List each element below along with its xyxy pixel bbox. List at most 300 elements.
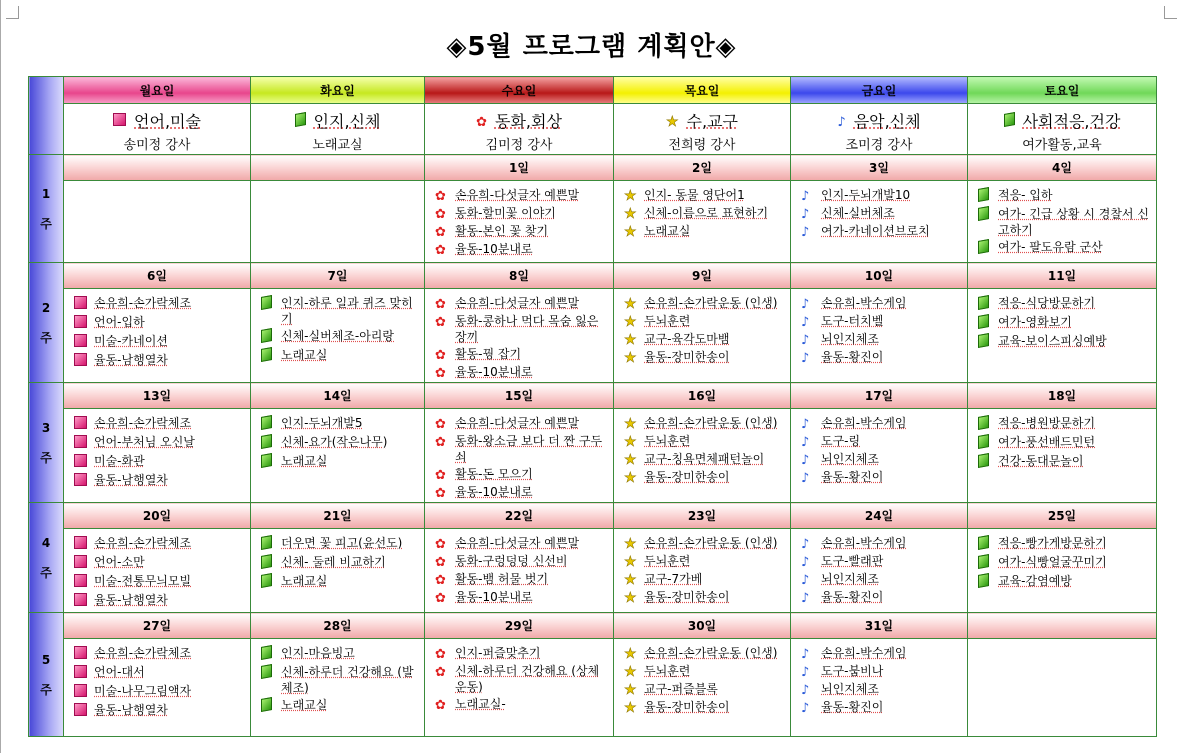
activity-text: 손유희-박수게임 [821,646,907,660]
week-number: 2 [41,300,51,315]
week-number: 3 [41,420,51,435]
activity-text: 동화-왕소금 보다 더 짠 구두쇠 [455,434,603,464]
activity-text: 손유희-손가락운동 (인생) [644,416,778,430]
pink-square-icon [74,296,88,313]
pink-square-icon [74,665,88,682]
green-square-icon [978,555,992,572]
activity-text: 도구-빨래판 [821,554,884,568]
activity-item [435,241,613,258]
activity-item [435,433,613,465]
music-note-icon: ♪ [801,471,810,486]
activity-item [978,415,1156,433]
activity-text: 언어-입하 [94,315,145,329]
activity-item [978,206,1156,238]
topic-sub: 김미정 강사 [485,138,553,153]
flower-icon: ✿ [435,486,446,501]
activity-item [435,553,613,570]
activity-item [435,696,613,713]
activity-cell [614,181,791,263]
date-cell: 7일 [251,263,425,289]
date-cell: 27일 [64,613,251,639]
activity-item [435,645,613,662]
activity-item [74,535,250,553]
topic-cell-tue [251,104,425,155]
activity-item [261,535,424,553]
activity-item [435,589,613,606]
activity-item [624,681,790,698]
activity-text: 적응- 입하 [998,188,1053,202]
pink-square-icon [74,416,88,433]
flower-icon: ✿ [435,207,446,222]
activity-item [74,702,250,720]
week-label [29,503,64,613]
pink-square-icon [74,646,88,663]
date-cell: 31일 [791,613,968,639]
activity-text: 율동-황진이 [821,590,884,604]
flower-icon: ✿ [435,555,446,570]
activity-item [624,331,790,348]
pink-square-icon [74,574,88,591]
flower-icon: ✿ [435,435,446,450]
star-icon: ★ [624,646,637,662]
green-square-icon [261,698,275,715]
activity-text: 인지-마음빙고 [281,646,355,660]
activity-item [801,331,967,348]
activity-text: 신체-요가(작은나무) [281,435,388,449]
activity-item [801,571,967,588]
activity-item [261,453,424,471]
music-note-icon: ♪ [801,555,810,570]
activity-item [624,349,790,366]
activity-text: 율동-황진이 [821,700,884,714]
activity-cell [791,289,968,383]
activity-item [801,451,967,468]
activity-item [801,187,967,204]
music-note-icon: ♪ [801,573,810,588]
green-square-icon [261,536,275,553]
activity-cell [614,639,791,737]
date-cell: 22일 [425,503,614,529]
activity-item [978,333,1156,351]
activity-item [978,239,1156,257]
activity-text: 적응-병원방문하기 [998,416,1096,430]
activity-text: 손유희-다섯글자 예쁜말 [455,416,580,430]
activity-text: 손유희-손가락운동 (인생) [644,536,778,550]
activity-item [261,328,424,346]
activity-text: 노래교실 [644,224,691,238]
flower-icon: ✿ [435,297,446,312]
activity-cell [614,409,791,503]
day-header-tue: 화요일 [251,77,425,104]
activity-item [261,434,424,452]
activity-item [261,664,424,696]
topic-sub: 노래교실 [312,138,363,153]
activity-text: 손유희-다섯글자 예쁜말 [455,188,580,202]
green-square-icon [978,536,992,553]
pink-square-icon [74,555,88,572]
pink-square-icon [74,536,88,553]
activity-text: 뇌인지체조 [821,572,879,586]
activity-item [978,295,1156,313]
activity-item [74,472,250,490]
green-square-icon [261,574,275,591]
activity-text: 인지- 동물 영단어1 [644,188,745,202]
activity-item [435,415,613,432]
activity-item [801,313,967,330]
activity-text: 동화-구렁덩덩 신선비 [455,554,568,568]
activity-item [435,466,613,483]
activity-text: 두뇌훈련 [644,554,691,568]
star-icon: ★ [624,452,637,468]
green-square-icon [1004,111,1015,130]
star-icon: ★ [624,332,637,348]
week-suffix: 주 [40,682,52,697]
green-square-icon [261,646,275,663]
activity-item [435,364,613,381]
activity-item [801,663,967,680]
flower-icon: ✿ [435,225,446,240]
activity-text: 교육-감염예방 [998,574,1072,588]
activity-text: 동화-할미꽃 이야기 [455,206,556,220]
activity-item [261,697,424,715]
pink-square-icon [74,435,88,452]
activity-item [624,535,790,552]
date-cell: 16일 [614,383,791,409]
activity-item [435,205,613,222]
day-header-wed: 수요일 [425,77,614,104]
music-note-icon: ♪ [801,683,810,698]
date-cell: 17일 [791,383,968,409]
activity-item [801,699,967,716]
activity-text: 여가-식빵얼굴꾸미기 [998,555,1107,569]
activity-text: 도구-붐비나 [821,664,884,678]
activity-text: 활동-꿩 잡기 [455,347,522,361]
flower-icon: ✿ [435,189,446,204]
activity-text: 손유희-손가락체조 [94,646,192,660]
date-cell: 25일 [968,503,1157,529]
activity-text: 미술-화관 [94,454,145,468]
activity-item [624,295,790,312]
music-note-icon: ♪ [801,701,810,716]
activity-text: 교구-육각도마뱀 [644,332,730,346]
activity-text: 두뇌훈련 [644,664,691,678]
green-square-icon [261,435,275,452]
flower-icon: ✿ [435,417,446,432]
activity-item [978,187,1156,205]
activity-text: 율동-황진이 [821,470,884,484]
activity-item [978,535,1156,553]
activity-text: 언어-부처님 오신날 [94,435,195,449]
green-square-icon [261,454,275,471]
flower-icon: ✿ [435,591,446,606]
activity-item [435,295,613,312]
topic-label: 동화,회상 [494,111,562,131]
music-note-icon: ♪ [837,114,846,130]
activity-item [74,434,250,452]
activity-text: 인지-하루 일과 퀴즈 맞히기 [281,296,413,326]
activity-text: 율동-황진이 [821,350,884,364]
activity-item [74,554,250,572]
pink-square-icon [74,454,88,471]
flower-icon: ✿ [435,315,446,330]
activity-text: 여가-풍선배드민턴 [998,435,1096,449]
activity-text: 손유희-박수게임 [821,416,907,430]
green-square-icon [978,240,992,257]
week-suffix: 주 [40,450,52,465]
week-number: 5 [41,652,51,667]
topic-label: 인지,신체 [313,111,381,131]
activity-text: 미술-나무그림액자 [94,684,192,698]
activity-text: 신체-실버체조-아리랑 [281,329,394,343]
activity-text: 율동-남행열차 [94,703,168,717]
activity-item [74,683,250,701]
activity-text: 손유희-손가락운동 (인생) [644,646,778,660]
date-cell: 8일 [425,263,614,289]
star-icon: ★ [624,554,637,570]
activity-item [624,451,790,468]
activity-text: 더우면 꽃 피고(윤선도) [281,536,403,550]
activity-item [978,434,1156,452]
music-note-icon: ♪ [801,435,810,450]
activity-cell [251,289,425,383]
activity-text: 뇌인지체조 [821,682,879,696]
star-icon: ★ [624,682,637,698]
week-number: 4 [41,535,51,550]
topic-cell-thu [614,104,791,155]
topic-cell-wed [425,104,614,155]
music-note-icon: ♪ [801,207,810,222]
date-cell: 29일 [425,613,614,639]
topic-label: 수,교구 [686,111,739,131]
flower-icon: ✿ [435,665,446,680]
topic-label: 음악,신체 [853,111,921,131]
activity-text: 율동-남행열차 [94,593,168,607]
crop-mark-top-left [6,6,19,19]
pink-square-icon [74,593,88,610]
star-icon: ★ [624,590,637,606]
activity-item [624,223,790,240]
activity-cell [425,639,614,737]
activity-text: 손유희-손가락운동 (인생) [644,296,778,310]
star-icon: ★ [624,416,637,432]
activity-cell [791,181,968,263]
activity-text: 손유희-박수게임 [821,536,907,550]
day-header-fri: 금요일 [791,77,968,104]
green-square-icon [978,416,992,433]
activity-text: 동화-콩하나 먹다 목숨 잃은 장끼 [455,314,599,344]
music-note-icon: ♪ [801,537,810,552]
activity-cell [968,639,1157,737]
pink-square-icon [74,353,88,370]
green-square-icon [978,574,992,591]
flower-icon: ✿ [435,468,446,483]
activity-text: 노래교실 [281,348,328,362]
week-suffix: 주 [40,216,52,231]
activity-item [261,347,424,365]
activity-text: 신체-이름으로 표현하기 [644,206,769,220]
activity-item [435,484,613,501]
topic-sub: 여가활동,교육 [1022,138,1102,153]
activity-text: 율동-장미한송이 [644,590,730,604]
green-square-icon [261,329,275,346]
activity-item [624,699,790,716]
activity-text: 율동-장미한송이 [644,470,730,484]
activity-text: 손유희-손가락체조 [94,416,192,430]
music-note-icon: ♪ [801,189,810,204]
date-cell: 1일 [425,155,614,181]
music-note-icon: ♪ [801,297,810,312]
star-icon: ★ [624,470,637,486]
activity-cell [614,529,791,613]
activity-text: 활동-뱀 허물 벗기 [455,572,549,586]
activity-text: 신체- 둘레 비교하기 [281,555,386,569]
green-square-icon [261,348,275,365]
activity-item [435,187,613,204]
activity-cell [968,289,1157,383]
activity-text: 인지-두뇌개발5 [281,416,363,430]
week-suffix: 주 [40,330,52,345]
activity-item [74,415,250,433]
activity-text: 교구-7가베 [644,572,703,586]
date-cell: 28일 [251,613,425,639]
week-label [29,155,64,263]
flower-icon: ✿ [435,348,446,363]
flower-icon: ✿ [435,573,446,588]
star-icon: ★ [624,224,637,240]
date-cell: 3일 [791,155,968,181]
activity-text: 도구-터치벨 [821,314,884,328]
activity-item [801,415,967,432]
activity-cell [614,289,791,383]
activity-text: 여가- 긴급 상황 시 경찰서 신고하기 [998,207,1149,237]
activity-text: 도구-링 [821,434,861,448]
activity-text: 여가-카네이션브로치 [821,224,930,238]
activity-text: 언어-대서 [94,665,145,679]
activity-cell [425,181,614,263]
activity-text: 인지-퍼즐맞추기 [455,646,541,660]
activity-text: 율동-장미한송이 [644,700,730,714]
activity-item [261,554,424,572]
star-icon: ★ [624,572,637,588]
activity-text: 건강-동대문놀이 [998,454,1084,468]
activity-text: 교구-칭욕면체패턴놀이 [644,452,765,466]
activity-item [801,295,967,312]
activity-text: 율동-남행열차 [94,473,168,487]
star-icon: ★ [624,314,637,330]
activity-item [801,535,967,552]
date-cell [251,155,425,181]
activity-text: 손유희-손가락체조 [94,296,192,310]
activity-cell [64,529,251,613]
date-cell: 13일 [64,383,251,409]
activity-text: 손유희-다섯글자 예쁜말 [455,536,580,550]
page-left-edge [0,0,1,753]
music-note-icon: ♪ [801,333,810,348]
date-cell: 14일 [251,383,425,409]
date-cell [968,613,1157,639]
activity-cell [64,289,251,383]
music-note-icon: ♪ [801,453,810,468]
activity-item [624,313,790,330]
activity-cell [64,181,251,263]
activity-text: 율동-10분내로 [455,365,533,379]
activity-cell [64,639,251,737]
activity-item [435,535,613,552]
topic-sub: 전희령 강사 [668,138,736,153]
activity-text: 언어-소만 [94,555,145,569]
activity-item [435,346,613,363]
activity-cell [251,529,425,613]
pink-square-icon [74,703,88,720]
music-note-icon: ♪ [801,315,810,330]
pink-square-icon [113,111,126,130]
activity-item [74,645,250,663]
activity-cell [425,529,614,613]
star-icon: ★ [624,700,637,716]
week-suffix: 주 [40,565,52,580]
music-note-icon: ♪ [801,225,810,240]
activity-text: 손유희-손가락체조 [94,536,192,550]
green-square-icon [261,665,275,682]
activity-item [261,415,424,433]
topic-label: 사회적응,건강 [1022,111,1121,131]
day-header-sat: 토요일 [968,77,1157,104]
date-cell: 24일 [791,503,968,529]
date-cell: 30일 [614,613,791,639]
music-note-icon: ♪ [801,417,810,432]
green-square-icon [295,111,306,130]
activity-cell [425,289,614,383]
activity-item [624,553,790,570]
day-header-thu: 목요일 [614,77,791,104]
activity-text: 두뇌훈련 [644,314,691,328]
activity-text: 노래교실 [281,698,328,712]
activity-item [624,433,790,450]
activity-item [801,205,967,222]
activity-text: 교육-보이스피싱예방 [998,334,1107,348]
activity-text: 율동-10분내로 [455,590,533,604]
activity-cell [968,409,1157,503]
activity-cell [968,529,1157,613]
activity-item [801,589,967,606]
activity-text: 두뇌훈련 [644,434,691,448]
pink-square-icon [74,473,88,490]
crop-mark-top-right [1164,6,1177,19]
flower-icon: ✿ [435,366,446,381]
pink-square-icon [74,315,88,332]
activity-text: 손유희-박수게임 [821,296,907,310]
activity-item [801,553,967,570]
flower-icon: ✿ [435,537,446,552]
date-cell: 2일 [614,155,791,181]
activity-item [801,469,967,486]
activity-cell [425,409,614,503]
green-square-icon [978,207,992,224]
star-icon: ★ [624,350,637,366]
activity-text: 손유희-다섯글자 예쁜말 [455,296,580,310]
activity-cell [64,409,251,503]
star-icon: ★ [624,296,637,312]
activity-text: 여가-영화보기 [998,315,1072,329]
activity-item [978,314,1156,332]
activity-text: 인지-두뇌개발10 [821,188,911,202]
activity-text: 신체-하루더 건강해요 (상체 운동) [455,664,600,694]
activity-item [261,645,424,663]
week-label [29,263,64,383]
topic-sub: 송미정 강사 [123,138,191,153]
flower-icon: ✿ [435,698,446,713]
activity-text: 율동-장미한송이 [644,350,730,364]
